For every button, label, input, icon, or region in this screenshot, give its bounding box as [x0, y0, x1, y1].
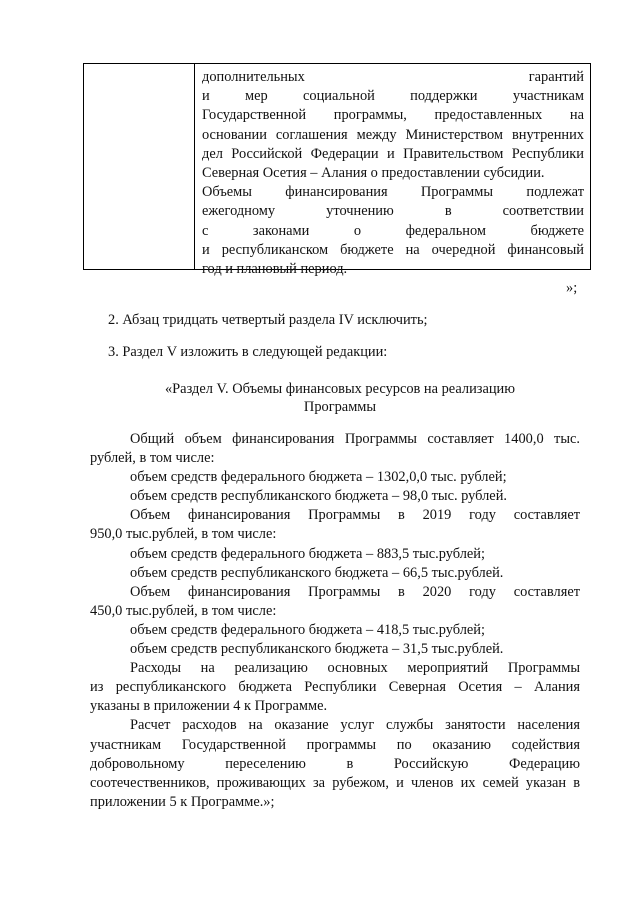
body-line: Объем финансирования Программы в 2020 году составляет	[130, 583, 580, 600]
table-right-cell	[202, 68, 584, 279]
section-heading-line-2: Программы	[303, 399, 377, 415]
body-line: объем средств федерального бюджета – 883,5 тыс.рублей;	[130, 545, 485, 562]
body-line: Расчет расходов на оказание услуг службы занятости населения	[130, 717, 580, 734]
body-line: Объем финансирования Программы в 2019 году составляет	[130, 507, 580, 524]
body-line: приложении 5 к Программе.»;	[90, 793, 275, 810]
section-heading-line-1: «Раздел V. Объемы финансовых ресурсов на реализацию	[164, 381, 515, 397]
list-item-3: 3. Раздел V изложить в следующей редакции:	[108, 344, 388, 360]
body-line: объем средств республиканского бюджета – 98,0 тыс. рублей.	[130, 488, 507, 505]
body-line: объем средств республиканского бюджета – 31,5 тыс.рублей.	[130, 641, 504, 658]
body-line: указаны в приложении 4 к Программе.	[90, 698, 328, 715]
body-line: добровольному переселению в Российскую Федерацию	[90, 755, 580, 772]
list-item-2: 2. Абзац тридцать четвертый раздела IV исключить;	[108, 312, 428, 328]
body-line: Расходы на реализацию основных мероприятий Программы	[130, 660, 580, 677]
table-line: дел Российской Федерации и Правительством Республики	[202, 145, 584, 162]
section-body	[90, 430, 580, 812]
table-line: год и плановый период.	[202, 261, 348, 278]
section-heading	[90, 380, 590, 416]
body-line: объем средств федерального бюджета – 418,5 тыс.рублей;	[130, 621, 485, 638]
body-line: 950,0 тыс.рублей, в том числе:	[90, 526, 277, 543]
table-line: с законами о федеральном бюджете	[202, 222, 584, 239]
closing-quote: »;	[566, 280, 578, 296]
body-line: объем средств республиканского бюджета – 66,5 тыс.рублей.	[130, 564, 504, 581]
table-line: Северная Осетия – Алания о предоставлении субсидии.	[202, 165, 545, 182]
body-line: из республиканского бюджета Республики Северная Осетия – Алания	[90, 679, 580, 696]
table-line: и республиканском бюджете на очередной финансовый	[202, 241, 584, 258]
table-line: дополнительных гарантий	[202, 69, 584, 85]
body-line: объем средств федерального бюджета – 1302,0,0 тыс. рублей;	[130, 469, 507, 486]
body-line: соотечественников, проживающих за рубежом, и членов их семей указан в	[90, 774, 580, 791]
body-line: 450,0 тыс.рублей, в том числе:	[90, 602, 277, 619]
body-line: участникам Государственной программы по оказанию содействия	[90, 736, 580, 753]
table-line: и мер социальной поддержки участникам	[202, 88, 584, 105]
program-passport-table	[83, 63, 591, 278]
table-line: Государственной программы, предоставленных на	[202, 107, 584, 124]
body-line: Общий объем финансирования Программы составляет 1400,0 тыс.	[130, 431, 580, 447]
table-line: основании соглашения между Министерством внутренних	[202, 126, 584, 143]
table-line: Объемы финансирования Программы подлежат	[202, 184, 584, 201]
body-line: рублей, в том числе:	[90, 450, 215, 467]
table-line: ежегодному уточнению в соответствии	[202, 203, 584, 220]
table-column-divider	[194, 64, 195, 269]
